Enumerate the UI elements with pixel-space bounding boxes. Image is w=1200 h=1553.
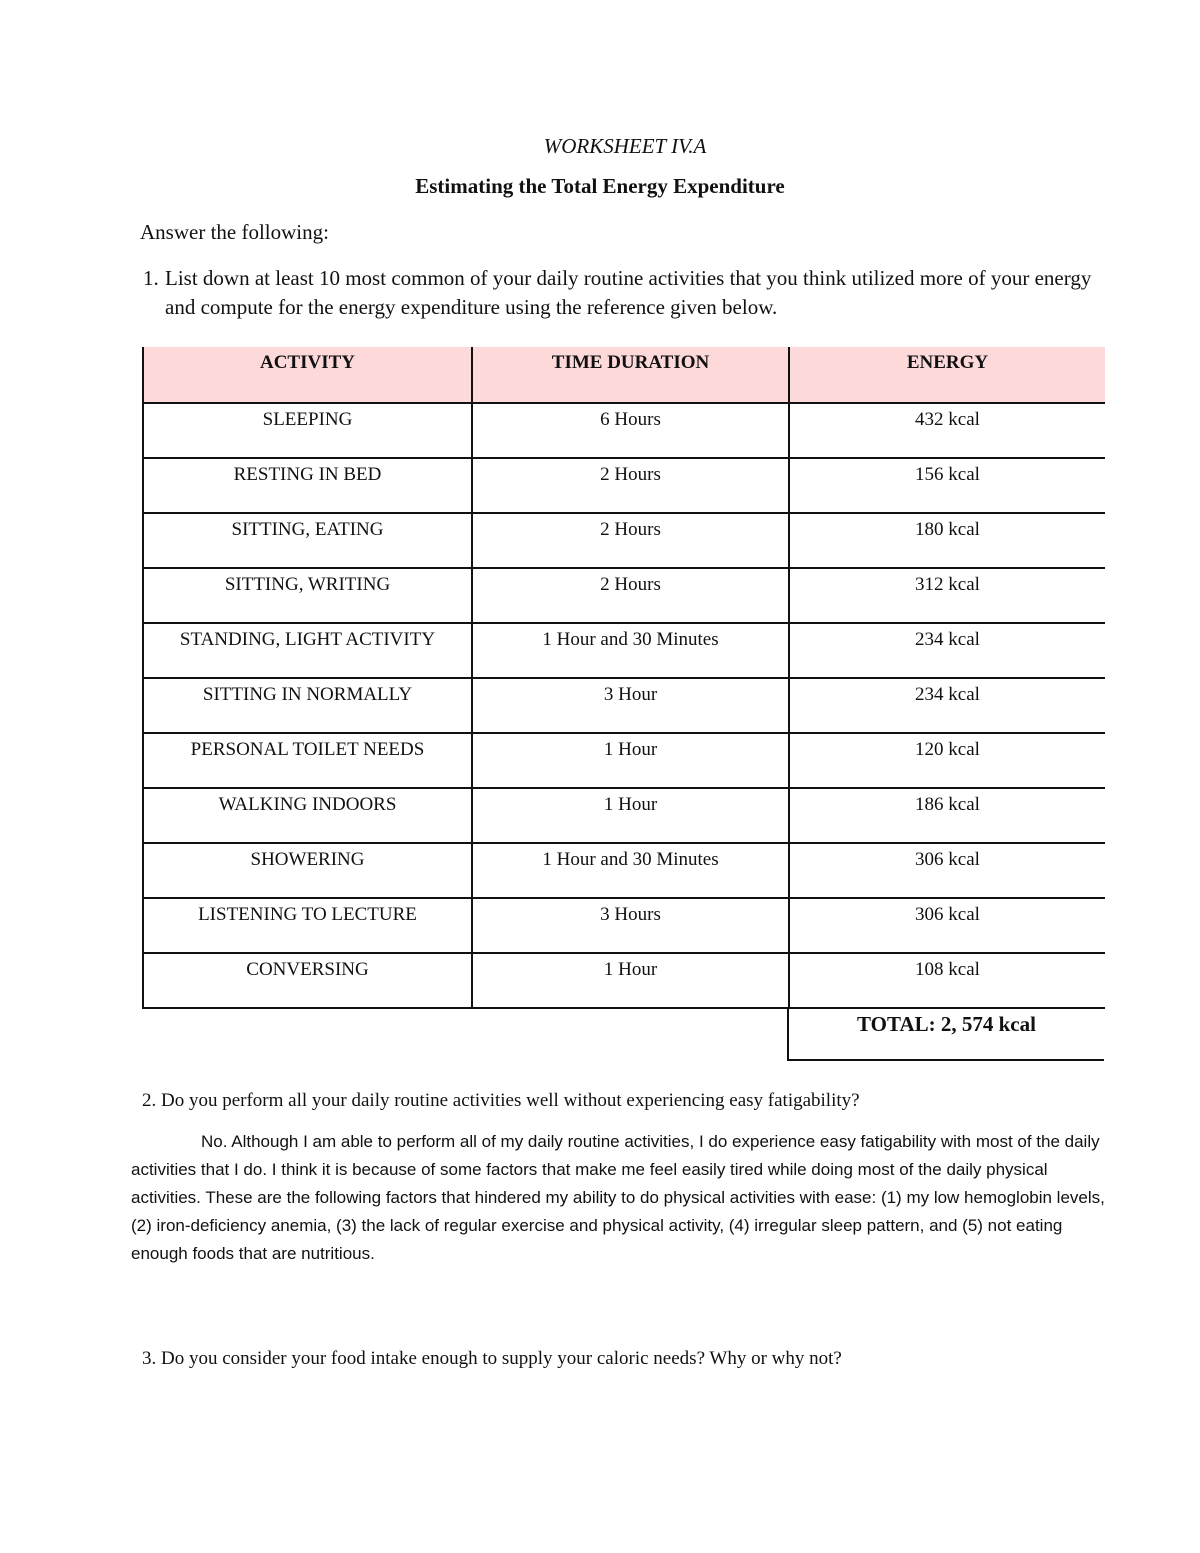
table-row [143, 788, 1105, 843]
activity-cell: SHOWERING [143, 843, 472, 898]
duration-cell: 2 Hours [472, 513, 789, 568]
table-row [143, 458, 1105, 513]
worksheet-title: WORKSHEET IV.A [543, 134, 707, 158]
duration-cell: 1 Hour [472, 788, 789, 843]
energy-cell: 120 kcal [789, 733, 1105, 788]
energy-cell: 180 kcal [789, 513, 1105, 568]
table-row [143, 623, 1105, 678]
table-row [143, 513, 1105, 568]
question-2-answer: No. Although I am able to perform all of my daily routine activities, I do experience easy fatigability with most of the daily activities that I do. I think it is because of some factors that make me feel easily tired while doing most of the daily physical activities. These are the following factors that hindered my ability to do physical activities with ease: (1) my low hemoglobin levels, (2) iron-deficiency anemia, (3) the lack of regular exercise and physical activity, (4) irregular sleep pattern, and (5) not eating enough foods that are nutritious. [131, 1132, 1105, 1263]
energy-cell: 234 kcal [789, 623, 1105, 678]
table-row [143, 898, 1105, 953]
duration-cell: 6 Hours [472, 403, 789, 458]
duration-cell: 1 Hour [472, 953, 789, 1008]
activity-table [142, 347, 1105, 1009]
energy-cell: 186 kcal [789, 788, 1105, 843]
energy-cell: 108 kcal [789, 953, 1105, 1008]
total-energy: TOTAL: 2, 574 kcal [787, 1009, 1104, 1061]
duration-cell: 2 Hours [472, 458, 789, 513]
duration-cell: 1 Hour and 30 Minutes [472, 623, 789, 678]
instruction-text: Answer the following: [140, 220, 329, 244]
activity-cell: WALKING INDOORS [143, 788, 472, 843]
activity-cell: SITTING IN NORMALLY [143, 678, 472, 733]
question-1-text: List down at least 10 most common of your daily routine activities that you think utilized more of your energy and compute for the energy expenditure using the reference given below. [165, 266, 1092, 319]
activity-cell: STANDING, LIGHT ACTIVITY [143, 623, 472, 678]
activity-cell: CONVERSING [143, 953, 472, 1008]
energy-cell: 234 kcal [789, 678, 1105, 733]
activity-cell: SLEEPING [143, 403, 472, 458]
header-energy: ENERGY [789, 347, 1105, 403]
energy-cell: 306 kcal [789, 898, 1105, 953]
duration-cell: 3 Hours [472, 898, 789, 953]
table-row [143, 953, 1105, 1008]
question-1-number: 1. [143, 266, 159, 290]
header-activity: ACTIVITY [143, 347, 472, 403]
energy-cell: 432 kcal [789, 403, 1105, 458]
energy-cell: 312 kcal [789, 568, 1105, 623]
worksheet-subtitle: Estimating the Total Energy Expenditure [415, 174, 785, 198]
table-row [143, 678, 1105, 733]
duration-cell: 3 Hour [472, 678, 789, 733]
activity-cell: RESTING IN BED [143, 458, 472, 513]
activity-cell: LISTENING TO LECTURE [143, 898, 472, 953]
question-3: 3. Do you consider your food intake enough to supply your caloric needs? Why or why not? [142, 1348, 842, 1369]
energy-cell: 306 kcal [789, 843, 1105, 898]
energy-cell: 156 kcal [789, 458, 1105, 513]
table-row [143, 403, 1105, 458]
duration-cell: 1 Hour and 30 Minutes [472, 843, 789, 898]
table-row [143, 843, 1105, 898]
question-1 [143, 264, 1103, 322]
table-header-row [143, 347, 1105, 403]
table-row [143, 733, 1105, 788]
table-row [143, 568, 1105, 623]
activity-cell: PERSONAL TOILET NEEDS [143, 733, 472, 788]
activity-cell: SITTING, WRITING [143, 568, 472, 623]
activity-cell: SITTING, EATING [143, 513, 472, 568]
duration-cell: 2 Hours [472, 568, 789, 623]
header-time-duration: TIME DURATION [472, 347, 789, 403]
question-2: 2. Do you perform all your daily routine activities well without experiencing easy fatigability? [142, 1090, 860, 1111]
duration-cell: 1 Hour [472, 733, 789, 788]
